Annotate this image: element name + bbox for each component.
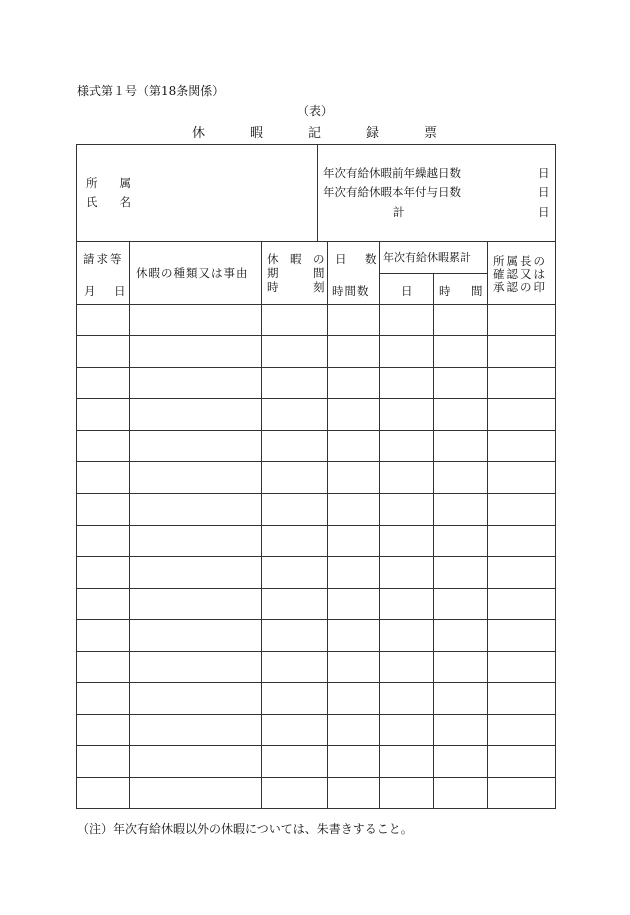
name-label: 氏 名 xyxy=(86,195,131,209)
table-row xyxy=(77,777,555,778)
title-char: 票 xyxy=(424,126,439,141)
table-row xyxy=(77,745,555,746)
divider xyxy=(433,273,434,808)
header-period-char: 期 xyxy=(267,266,279,280)
table-row xyxy=(77,525,555,526)
header-days-char: 日 xyxy=(335,252,347,266)
table-row xyxy=(77,556,555,557)
table-row xyxy=(77,619,555,620)
header-cumulative: 年次有給休暇累計 xyxy=(383,251,471,264)
day-unit: 日 xyxy=(538,205,550,219)
table-row xyxy=(77,493,555,494)
divider xyxy=(379,273,487,274)
header-period-char: 刻 xyxy=(313,280,325,294)
header-period-char: の xyxy=(313,252,325,266)
table-row xyxy=(77,682,555,683)
divider xyxy=(77,241,555,242)
side-label: （表） xyxy=(296,104,333,118)
header-cum-day: 日 xyxy=(401,284,413,298)
header-request: 請求等 xyxy=(83,252,124,266)
header-period-char: 休 xyxy=(267,252,279,266)
divider xyxy=(317,145,318,241)
title-char: 記 xyxy=(307,126,322,141)
carry-over-days-label: 年次有給休暇前年繰越日数 xyxy=(323,166,461,180)
header-approval: 所属長の xyxy=(493,254,547,268)
table-row xyxy=(77,367,555,368)
granted-days-label: 年次有給休暇本年付与日数 xyxy=(323,185,461,199)
header-hours: 時間数 xyxy=(332,284,370,298)
footnote: （注）年次有給休暇以外の休暇については、朱書きすること。 xyxy=(77,822,413,836)
header-leave-type: 休暇の種類又は事由 xyxy=(136,266,249,280)
affiliation-label: 所 属 xyxy=(86,176,131,190)
header-approval: 承認の印 xyxy=(493,280,547,294)
page-title xyxy=(0,122,630,141)
header-approval: 確認又は xyxy=(493,267,547,281)
title-char: 休 xyxy=(191,126,206,141)
table-row xyxy=(77,714,555,715)
total-label: 計 xyxy=(393,205,405,219)
table-row xyxy=(77,335,555,336)
header-cum-time-char: 間 xyxy=(471,284,483,298)
title-char: 暇 xyxy=(249,126,264,141)
day-unit: 日 xyxy=(538,166,550,180)
divider xyxy=(77,304,555,305)
table-row xyxy=(77,461,555,462)
table-row xyxy=(77,398,555,399)
header-period-char: 間 xyxy=(313,266,325,280)
day-unit: 日 xyxy=(538,185,550,199)
header-period-char: 時 xyxy=(267,280,279,294)
header-day: 日 xyxy=(114,284,126,298)
header-days-char: 数 xyxy=(365,252,377,266)
form-number-label: 様式第１号（第18条関係） xyxy=(77,84,225,98)
table-row xyxy=(77,588,555,589)
header-cum-time-char: 時 xyxy=(439,284,451,298)
header-period-char: 暇 xyxy=(290,252,302,266)
table-row xyxy=(77,651,555,652)
table-row xyxy=(77,430,555,431)
header-month: 月 xyxy=(84,284,96,298)
title-char: 録 xyxy=(366,126,381,141)
leave-record-table xyxy=(76,144,556,809)
